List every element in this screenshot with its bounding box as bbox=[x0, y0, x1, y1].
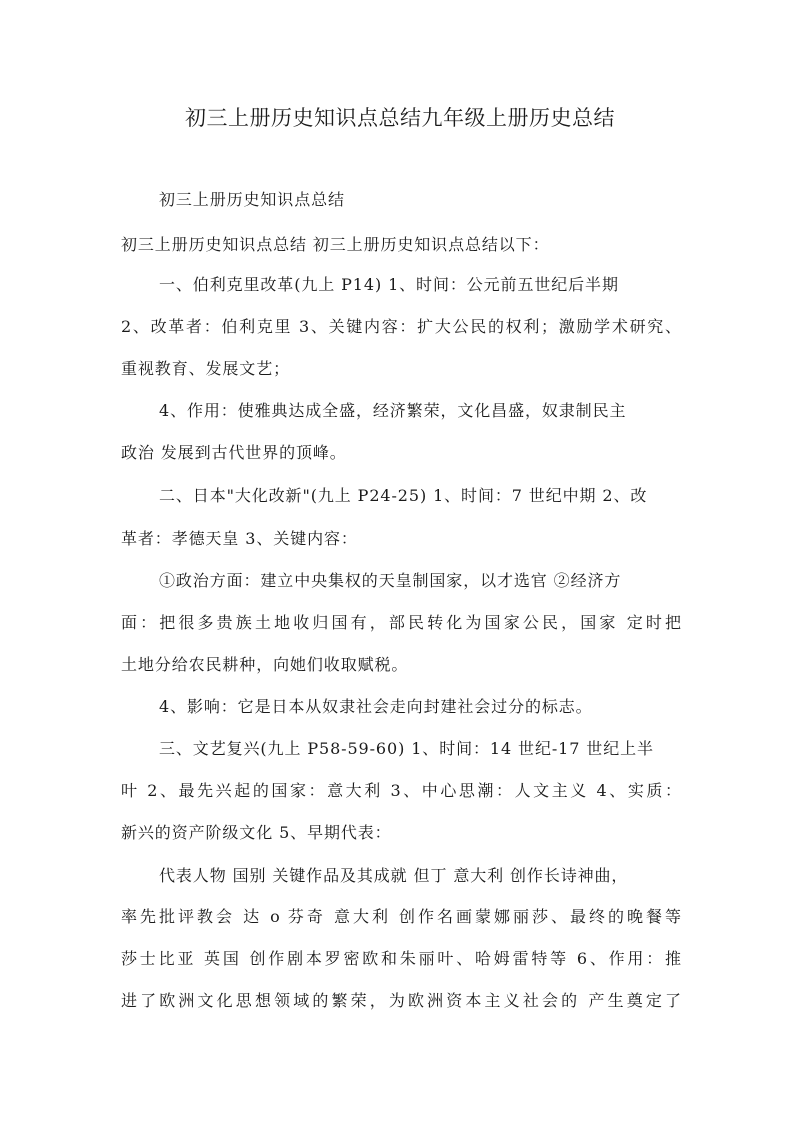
paragraph-line: 代表人物 国别 关键作品及其成就 但丁 意大利 创作长诗神曲， bbox=[159, 866, 629, 885]
paragraph-line: 2、改革者：伯利克里 3、关键内容：扩大公民的权利；激励学术研究、 bbox=[121, 317, 681, 336]
paragraph-line: 4、作用：使雅典达成全盛，经济繁荣，文化昌盛，奴隶制民主 bbox=[159, 401, 627, 420]
paragraph-line: 新兴的资产阶级文化 5、早期代表： bbox=[121, 823, 392, 842]
paragraph-line: ①政治方面：建立中央集权的天皇制国家，以才选官 ②经济方 bbox=[159, 571, 622, 590]
paragraph-line: 一、伯利克里改革(九上 P14) 1、时间：公元前五世纪后半期 bbox=[159, 275, 619, 294]
paragraph-line: 重视教育、发展文艺； bbox=[121, 359, 291, 378]
paragraph-line: 三、文艺复兴(九上 P58-59-60) 1、时间：14 世纪-17 世纪上半 bbox=[159, 739, 654, 758]
paragraph-line: 叶 2、最先兴起的国家：意大利 3、中心思潮：人文主义 4、实质： bbox=[121, 781, 681, 800]
paragraph-line: 革者：孝德天皇 3、关键内容： bbox=[121, 529, 358, 548]
paragraph-line: 二、日本"大化改新"(九上 P24-25) 1、时间：7 世纪中期 2、改 bbox=[159, 486, 648, 505]
paragraph-line: 初三上册历史知识点总结 bbox=[159, 190, 345, 209]
paragraph-line: 面：把很多贵族土地收归国有，部民转化为国家公民，国家 定时把 bbox=[121, 613, 681, 632]
paragraph-line: 土地分给农民耕种，向她们收取赋税。 bbox=[121, 655, 409, 674]
document-title: 初三上册历史知识点总结九年级上册历史总结 bbox=[185, 106, 615, 130]
paragraph-line: 进了欧洲文化思想领域的繁荣，为欧洲资本主义社会的 产生奠定了 bbox=[121, 991, 681, 1010]
paragraph-line: 率先批评教会 达 o 芬奇 意大利 创作名画蒙娜丽莎、最终的晚餐等 bbox=[121, 907, 681, 926]
paragraph-line: 初三上册历史知识点总结 初三上册历史知识点总结以下： bbox=[121, 235, 550, 254]
paragraph-line: 莎士比亚 英国 创作剧本罗密欧和朱丽叶、哈姆雷特等 6、作用：推 bbox=[121, 949, 681, 968]
paragraph-line: 4、影响：它是日本从奴隶社会走向封建社会过分的标志。 bbox=[159, 697, 593, 716]
paragraph-line: 政治 发展到古代世界的顶峰。 bbox=[121, 443, 347, 462]
